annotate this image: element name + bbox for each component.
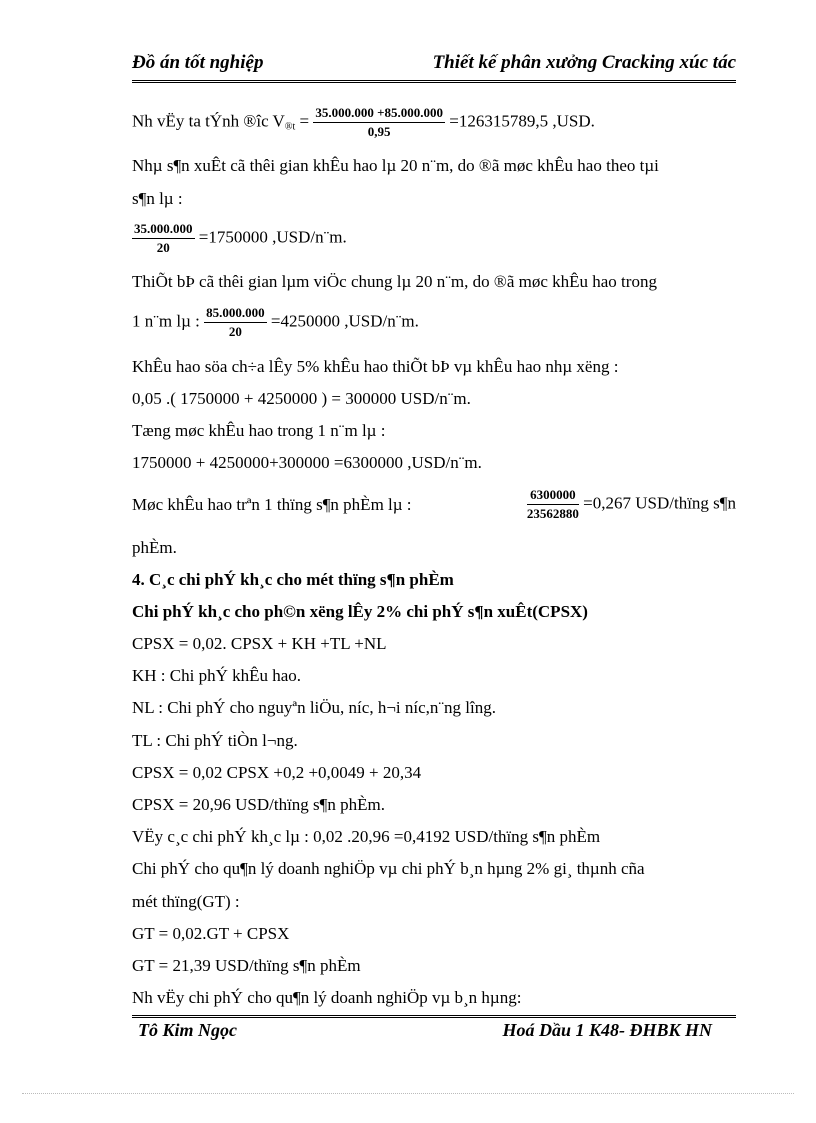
line-equipment: ThiÕt bÞ cã thêi gian lµm viÖc chung lµ 20 n¨m, do ®ã møc khÊu hao trong bbox=[132, 272, 657, 291]
line-nl-def: NL : Chi phÝ cho nguyªn liÖu, níc, h¬i níc,n¨ng lîng. bbox=[132, 698, 497, 717]
footer-rule bbox=[132, 1015, 736, 1018]
section-heading: 4. C¸c chi phÝ kh¸c cho mét thïng s¶n phÈm bbox=[132, 570, 454, 589]
per-barrel-result: =0,267 USD/thïng s¶n bbox=[578, 493, 736, 513]
page-edge-divider bbox=[22, 1093, 794, 1094]
line-per-barrel bbox=[132, 487, 736, 522]
line-gt-formula: GT = 0,02.GT + CPSX bbox=[132, 924, 290, 943]
header-left-text: Đồ án tốt nghiệp bbox=[132, 52, 264, 73]
line-total-calc: 1750000 + 4250000+300000 =6300000 ,USD/n¨m. bbox=[132, 453, 482, 472]
page-footer bbox=[138, 1020, 712, 1044]
line-kh-def: KH : Chi phÝ khÊu hao. bbox=[132, 666, 302, 685]
equals-sign: = bbox=[295, 111, 310, 131]
building-fraction bbox=[132, 221, 195, 256]
line-repair-calc: 0,05 .( 1750000 + 4250000 ) = 300000 USD/n¨m. bbox=[132, 389, 471, 408]
volume-fraction bbox=[313, 105, 445, 140]
footer-author: Tô Kim Ngọc bbox=[138, 1020, 237, 1040]
line-cpsx-formula: CPSX = 0,02. CPSX + KH +TL +NL bbox=[132, 634, 387, 653]
line-tl-def: TL : Chi phÝ tiÒn l¬ng. bbox=[132, 731, 298, 750]
equipment-label: 1 n¨m lµ : bbox=[132, 311, 205, 331]
equipment-fraction bbox=[204, 305, 267, 340]
per-barrel-fraction bbox=[527, 487, 579, 522]
line-product: phÈm. bbox=[132, 538, 177, 557]
line-building-depreciation bbox=[132, 156, 736, 176]
line-management-costs bbox=[132, 859, 736, 879]
fraction-denominator: 0,95 bbox=[367, 124, 391, 139]
line-volume-formula bbox=[132, 105, 736, 140]
building-result: =1750000 ,USD/n¨m. bbox=[194, 227, 347, 247]
fraction-denominator: 20 bbox=[156, 240, 170, 255]
fraction-numerator: 85.000.000 bbox=[204, 305, 267, 323]
line-total-label: Tæng møc khÊu hao trong 1 n¨m lµ : bbox=[132, 421, 386, 440]
line-other-costs: VËy c¸c chi phÝ kh¸c lµ : 0,02 .20,96 =0,4192 USD/thïng s¶n phÈm bbox=[132, 827, 601, 846]
line-cpsx-calc: CPSX = 0,02 CPSX +0,2 +0,0049 + 20,34 bbox=[132, 763, 422, 782]
line-cpsx-result: CPSX = 20,96 USD/thïng s¶n phÈm. bbox=[132, 795, 385, 814]
line-building-fraction bbox=[132, 221, 736, 256]
per-barrel-label: Møc khÊu hao trªn 1 thïng s¶n phÈm lµ : bbox=[132, 494, 412, 514]
header-right-text: Thiết kế phân xưởng Cracking xúc tác bbox=[432, 52, 736, 73]
header-rule bbox=[132, 80, 736, 83]
line-management-label: Nh vËy chi phÝ cho qu¶n lý doanh nghiÖp vµ b¸n hµng: bbox=[132, 988, 522, 1007]
footer-class: Hoá Dầu 1 K48- ĐHBK HN bbox=[502, 1020, 712, 1040]
fraction-denominator: 23562880 bbox=[526, 506, 579, 521]
volume-label: Nh vËy ta tÝnh ®îc V bbox=[132, 111, 285, 131]
subsection-heading: Chi phÝ kh¸c cho ph©n xëng lÊy 2% chi phÝ s¶n xuÊt(CPSX) bbox=[132, 602, 588, 621]
fraction-denominator: 20 bbox=[228, 324, 242, 339]
volume-subscript: ®t bbox=[284, 121, 296, 133]
line-gt-label: mét thïng(GT) : bbox=[132, 892, 240, 911]
text-span: Chi phÝ cho qu¶n lý doanh nghiÖp vµ chi phÝ b¸n hµng 2% gi¸ thµnh cña bbox=[132, 859, 645, 878]
text-span: Nhµ s¶n xuÊt cã thêi gian khÊu hao lµ 20 n¨m, do ®ã møc khÊu hao theo tµi bbox=[132, 156, 659, 175]
page-header bbox=[132, 52, 736, 78]
line-asset: s¶n lµ : bbox=[132, 189, 183, 208]
line-gt-result: GT = 21,39 USD/thïng s¶n phÈm bbox=[132, 956, 361, 975]
fraction-numerator: 35.000.000 +85.000.000 bbox=[313, 105, 445, 123]
line-equipment-fraction bbox=[132, 305, 736, 340]
per-barrel-right bbox=[527, 487, 736, 522]
equipment-result: =4250000 ,USD/n¨m. bbox=[266, 311, 419, 331]
volume-result: =126315789,5 ,USD. bbox=[445, 111, 595, 131]
line-repair: KhÊu hao söa ch÷a lÊy 5% khÊu hao thiÕt bÞ vµ khÊu hao nhµ xëng : bbox=[132, 357, 619, 376]
fraction-numerator: 35.000.000 bbox=[132, 221, 195, 239]
fraction-numerator: 6300000 bbox=[527, 487, 579, 505]
